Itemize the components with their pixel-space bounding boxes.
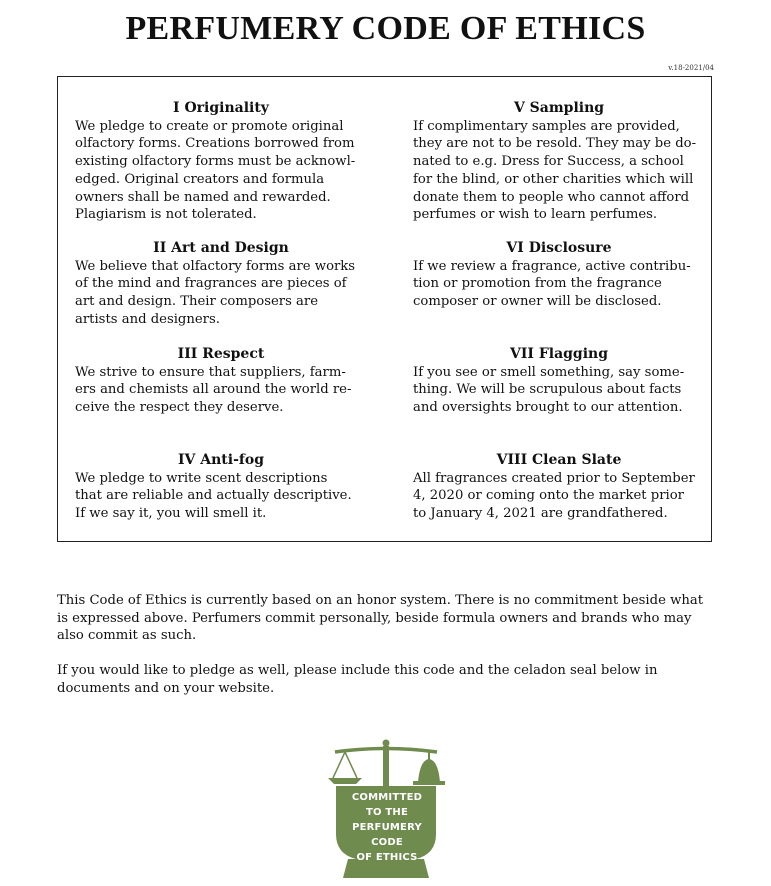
- celadon-seal: [325, 738, 449, 880]
- article-text-line: All fragrances created prior to September: [413, 470, 695, 486]
- article-text-line: existing olfactory forms must be acknowl-: [75, 154, 356, 170]
- article-heading: IV Anti-fog: [177, 452, 265, 468]
- article-text-line: composer or owner will be disclosed.: [413, 294, 662, 310]
- version-label: v.18-2021/04: [668, 64, 714, 72]
- paragraph-line: documents and on your website.: [57, 680, 275, 696]
- article-text-line: If we say it, you will smell it.: [75, 506, 267, 522]
- article-text-line: We believe that olfactory forms are works: [75, 258, 356, 274]
- pledge-paragraph: [57, 662, 714, 697]
- article-text-line: We pledge to write scent descriptions: [75, 470, 328, 486]
- article-text-line: for the blind, or other charities which will: [413, 171, 694, 187]
- article-heading: VIII Clean Slate: [496, 452, 622, 468]
- paragraph-line: This Code of Ethics is currently based on an honor system. There is no commitment beside what: [57, 593, 704, 608]
- article-text-line: owners shall be named and rewarded.: [75, 189, 331, 205]
- article-text-line: edged. Original creators and formula: [75, 171, 325, 187]
- article-text-line: 4, 2020 or coming onto the market prior: [413, 488, 684, 504]
- article-originality: [75, 100, 367, 224]
- honor-system-paragraph: [57, 592, 714, 645]
- article-text-line: nated to e.g. Dress for Success, a school: [413, 154, 684, 170]
- seal-text-line: PERFUMERY: [352, 822, 422, 833]
- article-art-and-design: [75, 240, 367, 329]
- seal-text-line: OF ETHICS: [356, 852, 418, 863]
- article-heading: VII Flagging: [509, 346, 609, 362]
- article-text-line: and oversights brought to our attention.: [413, 400, 683, 416]
- article-text-line: ers and chemists all around the world re-: [75, 382, 352, 398]
- seal-text-line: CODE: [371, 837, 403, 848]
- article-text-line: olfactory forms. Creations borrowed from: [75, 136, 355, 152]
- article-heading: III Respect: [177, 346, 265, 362]
- article-flagging: [413, 346, 705, 417]
- paragraph-line: If you would like to pledge as well, please include this code and the celadon seal below in: [57, 663, 658, 678]
- article-text-line: If we review a fragrance, active contribu-: [413, 258, 691, 274]
- article-sampling: [413, 100, 705, 224]
- article-text-line: thing. We will be scrupulous about facts: [413, 382, 682, 398]
- article-heading: I Originality: [173, 100, 269, 116]
- article-disclosure: [413, 240, 705, 311]
- article-text-line: of the mind and fragrances are pieces of: [75, 276, 347, 292]
- seal-text-line: COMMITTED: [351, 792, 423, 803]
- article-clean-slate: [413, 452, 705, 523]
- article-text-line: art and design. Their composers are: [75, 294, 319, 310]
- article-text-line: We strive to ensure that suppliers, farm-: [75, 364, 346, 380]
- article-anti-fog: [75, 452, 367, 523]
- article-text-line: donate them to people who cannot afford: [413, 189, 690, 205]
- article-text-line: that are reliable and actually descriptive.: [75, 488, 352, 504]
- article-heading: V Sampling: [513, 100, 605, 116]
- article-text-line: artists and designers.: [75, 311, 220, 327]
- article-text-line: perfumes or wish to learn perfumes.: [413, 207, 658, 223]
- article-respect: [75, 346, 367, 417]
- article-text-line: If complimentary samples are provided,: [413, 118, 680, 134]
- paragraph-line: is expressed above. Perfumers commit personally, beside formula owners and brands who may: [57, 610, 692, 626]
- document-title: PERFUMERY CODE OF ETHICS: [125, 10, 646, 47]
- article-heading: VI Disclosure: [506, 240, 612, 256]
- article-text-line: Plagiarism is not tolerated.: [75, 207, 257, 223]
- article-text-line: We pledge to create or promote original: [75, 118, 344, 134]
- article-text-line: they are not to be resold. They may be do-: [413, 136, 697, 152]
- article-text-line: ceive the respect they deserve.: [75, 400, 284, 416]
- ethics-articles-box: [57, 76, 712, 542]
- seal-text-line: TO THE: [365, 807, 409, 818]
- article-heading: II Art and Design: [153, 240, 289, 256]
- paragraph-line: also commit as such.: [57, 628, 197, 644]
- article-text-line: tion or promotion from the fragrance: [413, 276, 662, 292]
- article-text-line: If you see or smell something, say some-: [413, 364, 685, 380]
- article-text-line: to January 4, 2021 are grandfathered.: [413, 506, 668, 522]
